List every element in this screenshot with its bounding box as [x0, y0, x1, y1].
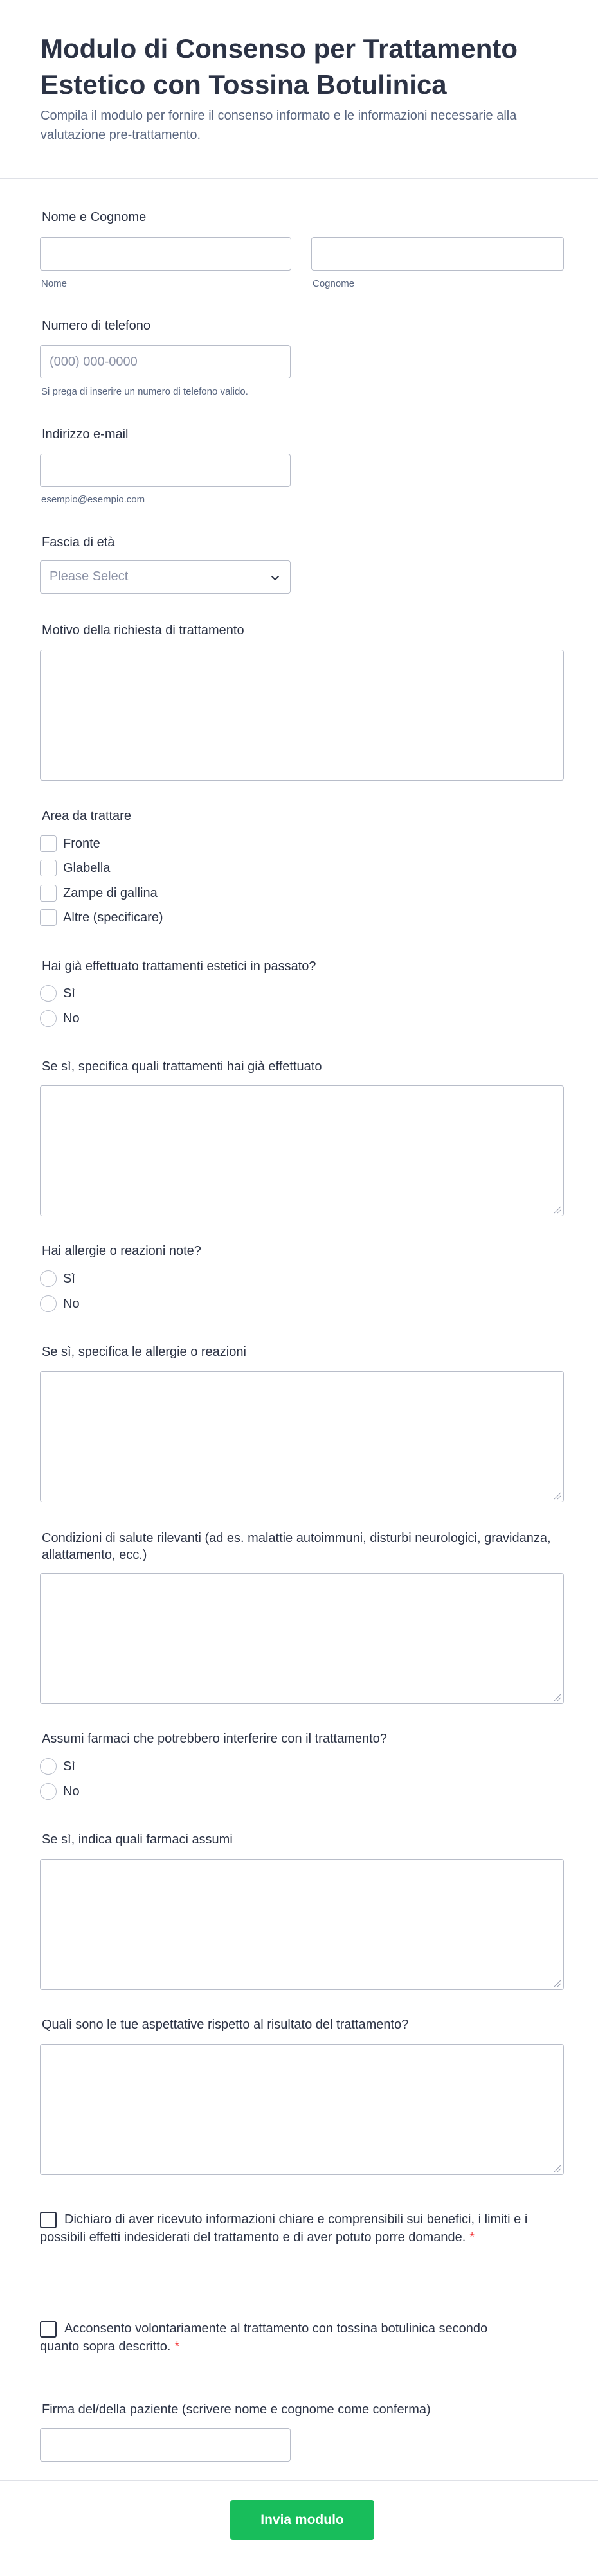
- expectations-textarea[interactable]: [40, 2044, 564, 2175]
- option-label: Fronte: [63, 836, 100, 851]
- radio[interactable]: [40, 1783, 57, 1800]
- consent-info-text: Dichiaro di aver ricevuto informazioni chiare e comprensibili sui benefici, i limiti e i possibili effetti indesiderati del trattamento e di aver potuto porre domande.: [40, 2212, 528, 2244]
- area-option-altre[interactable]: [40, 909, 163, 926]
- meds-label: Assumi farmaci che potrebbero interferire con il trattamento?: [42, 1732, 387, 1746]
- allergies-detail-textarea[interactable]: [40, 1371, 564, 1502]
- phone-sublabel: Si prega di inserire un numero di telefono valido.: [41, 386, 248, 397]
- resize-handle-icon[interactable]: [552, 2163, 561, 2172]
- name-label: Nome e Cognome: [42, 210, 147, 224]
- resize-handle-icon[interactable]: [552, 1692, 561, 1701]
- allergies-label: Hai allergie o reazioni note?: [42, 1244, 201, 1258]
- consent-info-checkbox[interactable]: [40, 2212, 57, 2228]
- checkbox[interactable]: [40, 909, 57, 926]
- radio[interactable]: [40, 985, 57, 1002]
- meds-option-no[interactable]: [40, 1783, 80, 1800]
- area-label: Area da trattare: [42, 809, 131, 823]
- email-label: Indirizzo e-mail: [42, 427, 129, 441]
- meds-detail-textarea[interactable]: [40, 1859, 564, 1990]
- option-label: Zampe di gallina: [63, 885, 158, 900]
- resize-handle-icon[interactable]: [552, 1205, 561, 1214]
- expectations-label: Quali sono le tue aspettative rispetto al risultato del trattamento?: [42, 2018, 409, 2032]
- option-label: Sì: [63, 986, 75, 1000]
- reason-label: Motivo della richiesta di trattamento: [42, 623, 244, 637]
- past-treatments-detail-textarea[interactable]: [40, 1085, 564, 1216]
- health-label: Condizioni di salute rilevanti (ad es. malattie autoimmuni, disturbi neurologici, gravidanza, allattamento, ecc.): [42, 1531, 551, 1562]
- consent-info-checkbox-row[interactable]: [40, 2210, 529, 2246]
- signature-input[interactable]: [40, 2428, 291, 2462]
- meds-option-yes[interactable]: [40, 1758, 75, 1775]
- phone-label: Numero di telefono: [42, 319, 150, 333]
- allergies-detail-label: Se sì, specifica le allergie o reazioni: [42, 1345, 246, 1359]
- past-treatments-option-yes[interactable]: [40, 985, 75, 1002]
- health-textarea[interactable]: [40, 1573, 564, 1704]
- first-name-input[interactable]: [40, 237, 291, 271]
- allergies-option-yes[interactable]: [40, 1270, 75, 1287]
- submit-button[interactable]: Invia modulo: [230, 2500, 374, 2540]
- first-name-sublabel: Nome: [41, 278, 68, 289]
- phone-input[interactable]: [40, 345, 291, 378]
- consent-treatment-text: Acconsento volontariamente al trattamento con tossina botulinica secondo quanto sopra descritto.: [40, 2322, 488, 2354]
- area-option-glabella[interactable]: [40, 860, 110, 876]
- last-name-input[interactable]: [311, 237, 564, 271]
- option-label: No: [63, 1296, 80, 1311]
- radio[interactable]: [40, 1295, 57, 1312]
- past-treatments-detail-label: Se sì, specifica quali trattamenti hai già effettuato: [42, 1060, 322, 1074]
- resize-handle-icon[interactable]: [552, 1491, 561, 1500]
- email-input[interactable]: [40, 454, 291, 487]
- allergies-option-no[interactable]: [40, 1295, 80, 1312]
- checkbox[interactable]: [40, 835, 57, 852]
- meds-detail-label: Se sì, indica quali farmaci assumi: [42, 1833, 233, 1847]
- chevron-down-icon: [269, 572, 281, 583]
- past-treatments-option-no[interactable]: [40, 1010, 80, 1027]
- option-label: Glabella: [63, 860, 111, 875]
- checkbox[interactable]: [40, 885, 57, 902]
- email-sublabel: esempio@esempio.com: [41, 494, 145, 505]
- option-label: No: [63, 1784, 80, 1799]
- area-option-fronte[interactable]: [40, 835, 100, 852]
- consent-treatment-checkbox-row[interactable]: [40, 2320, 529, 2356]
- reason-textarea[interactable]: [40, 650, 564, 781]
- radio[interactable]: [40, 1010, 57, 1027]
- option-label: No: [63, 1011, 80, 1026]
- age-select-placeholder: Please Select: [50, 569, 129, 583]
- age-select[interactable]: [40, 560, 291, 594]
- signature-label: Firma del/della paziente (scrivere nome e cognome come conferma): [42, 2403, 431, 2417]
- form-subtitle: Compila il modulo per fornire il consenso informato e le informazioni necessarie alla valutazione pre-trattamento.: [41, 109, 517, 142]
- radio[interactable]: [40, 1758, 57, 1775]
- form-title: Modulo di Consenso per Trattamento Estetico con Tossina Botulinica: [41, 33, 518, 100]
- form-header: [0, 0, 598, 179]
- radio[interactable]: [40, 1270, 57, 1287]
- option-label: Sì: [63, 1271, 75, 1286]
- resize-handle-icon[interactable]: [552, 1978, 561, 1987]
- option-label: Sì: [63, 1759, 75, 1773]
- required-mark: *: [174, 2340, 180, 2354]
- age-label: Fascia di età: [42, 535, 115, 549]
- last-name-sublabel: Cognome: [313, 278, 355, 289]
- consent-treatment-checkbox[interactable]: [40, 2321, 57, 2338]
- checkbox[interactable]: [40, 860, 57, 876]
- option-label: Altre (specificare): [63, 910, 163, 925]
- required-mark: *: [469, 2230, 475, 2244]
- area-option-zampe[interactable]: [40, 885, 158, 902]
- past-treatments-label: Hai già effettuato trattamenti estetici in passato?: [42, 959, 316, 973]
